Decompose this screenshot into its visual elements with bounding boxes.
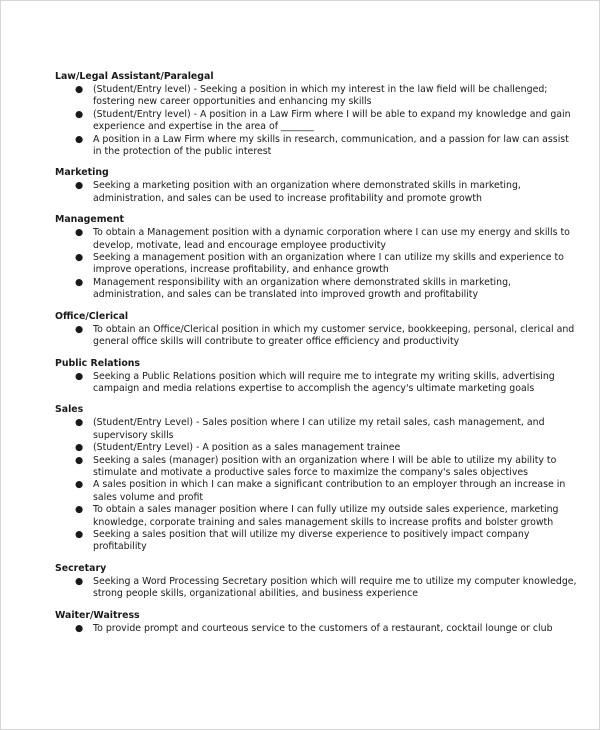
list-item	[55, 252, 579, 277]
bullet-icon: ●	[75, 227, 84, 239]
bullet-list	[55, 371, 579, 396]
list-item-text: Seeking a Word Processing Secretary position which will require me to utilize my computer knowledge, strong people skills, organizational abilities, and business experience	[93, 575, 577, 600]
list-item-text: A position in a Law Firm where my skills in research, communication, and a passion for law can assist in the protection of the public interest	[93, 133, 569, 158]
objectives-list	[55, 71, 579, 644]
bullet-list	[55, 576, 579, 601]
list-item-text: (Student/Entry Level) - Sales position where I can utilize my retail sales, cash management, and supervisory skills	[93, 417, 545, 441]
list-item-text: Seeking a management position with an organization where I can utilize my skills and experience to improve operations, increase profitability, and enhance growth	[93, 252, 564, 276]
list-item-text: Seeking a sales (manager) position with an organization where I will be able to utilize my ability to stimulate and motivate a productive sales force to maximize the company's sales objectives	[93, 454, 557, 478]
bullet-icon: ●	[75, 370, 84, 382]
list-item	[55, 84, 579, 109]
list-item-text: To obtain a sales manager position where I can fully utilize my outside sales experience, marketing knowledge, corporate training and sales management skills to increase profits and bolster growth	[93, 504, 559, 528]
list-item	[55, 277, 579, 302]
list-item	[55, 180, 579, 205]
section-marketing	[55, 167, 579, 205]
section-secretary	[55, 563, 579, 601]
bullet-icon: ●	[75, 479, 84, 491]
bullet-list	[55, 84, 579, 158]
list-item-text: Seeking a Public Relations position which will require me to integrate my writing skills, advertising campaign and media relations expertise to accomplish the agency's ultimate marketing goals	[93, 370, 555, 394]
bullet-list	[55, 227, 579, 301]
bullet-icon: ●	[75, 575, 84, 587]
section-heading: Office/Clerical	[55, 310, 129, 322]
bullet-list	[55, 324, 579, 349]
list-item	[55, 109, 579, 134]
list-item	[55, 623, 579, 635]
section-heading: Marketing	[55, 167, 109, 179]
bullet-icon: ●	[75, 108, 84, 120]
section-heading: Management	[55, 214, 125, 226]
bullet-icon: ●	[75, 323, 84, 335]
list-item-text: To provide prompt and courteous service to the customers of a restaurant, cocktail lounge or club	[93, 622, 553, 634]
bullet-icon: ●	[75, 252, 84, 264]
section-office-clerical	[55, 311, 579, 349]
bullet-icon: ●	[75, 133, 84, 145]
section-heading: Sales	[55, 404, 84, 416]
list-item-text: To obtain a Management position with a dynamic corporation where I can use my energy and skills to develop, motivate, lead and encourage employee productivity	[93, 227, 570, 251]
list-item-text: A sales position in which I can make a significant contribution to an employer through an increase in sales volume and profit	[93, 479, 566, 503]
bullet-icon: ●	[75, 84, 84, 95]
list-item	[55, 455, 579, 480]
bullet-icon: ●	[75, 528, 84, 540]
list-item	[55, 227, 579, 252]
section-waiter-waitress	[55, 610, 579, 635]
bullet-icon: ●	[75, 504, 84, 516]
list-item-text: To obtain an Office/Clerical position in which my customer service, bookkeeping, personal, clerical and general office skills will contribute to greater office efficiency and productivity	[93, 323, 575, 348]
bullet-icon: ●	[75, 442, 84, 454]
bullet-icon: ●	[75, 180, 84, 192]
section-heading: Secretary	[55, 562, 107, 574]
list-item-text: Seeking a marketing position with an organization where demonstrated skills in marketing, administration, and sales can be used to increase profitability and promote growth	[93, 180, 521, 204]
list-item-text: Management responsibility with an organization where demonstrated skills in marketing, administration, and sales can be translated into improved growth and profitability	[93, 276, 512, 301]
list-item	[55, 576, 579, 601]
section-public-relations	[55, 358, 579, 396]
list-item	[55, 417, 579, 442]
list-item	[55, 442, 579, 454]
bullet-icon: ●	[75, 454, 84, 466]
section-management	[55, 214, 579, 301]
bullet-list	[55, 180, 579, 205]
section-heading: Waiter/Waitress	[55, 609, 140, 621]
bullet-icon: ●	[75, 276, 84, 288]
list-item	[55, 324, 579, 349]
list-item-text: (Student/Entry level) - A position in a Law Firm where I will be able to expand my knowledge and gain experience and expertise in the area of _______	[93, 108, 571, 133]
list-item-text: (Student/Entry Level) - A position as a sales management trainee	[93, 442, 401, 454]
section-heading: Law/Legal Assistant/Paralegal	[55, 71, 214, 82]
section-heading: Public Relations	[55, 357, 141, 369]
list-item-text: Seeking a sales position that will utilize my diverse experience to positively impact company profitability	[93, 528, 530, 553]
bullet-list	[55, 623, 579, 635]
list-item	[55, 371, 579, 396]
list-item	[55, 134, 579, 159]
list-item	[55, 504, 579, 529]
bullet-icon: ●	[75, 622, 84, 634]
bullet-icon: ●	[75, 417, 84, 429]
list-item	[55, 529, 579, 554]
list-item	[55, 479, 579, 504]
list-item-text: (Student/Entry level) - Seeking a position in which my interest in the law field will be challenged; fostering new career opportunities and enhancing my skills	[93, 84, 548, 108]
section-law-legal-assistant-paralegal	[55, 71, 579, 158]
section-sales	[55, 404, 579, 553]
bullet-list	[55, 417, 579, 553]
